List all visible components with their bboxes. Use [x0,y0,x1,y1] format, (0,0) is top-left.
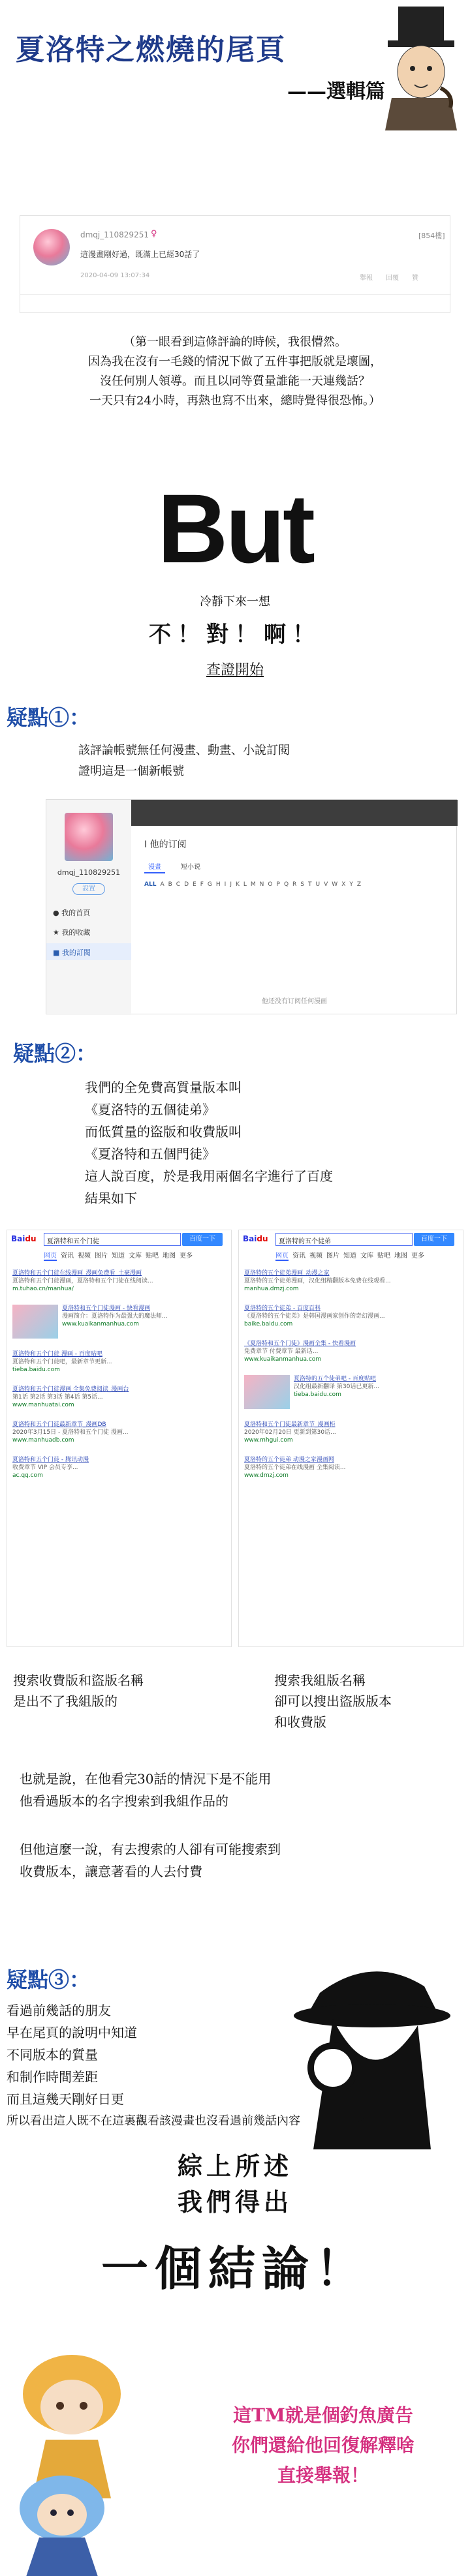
summary-line: 收費版本，讓意著看的人去付費 [20,1864,202,1879]
letter-filter-item[interactable]: D [184,881,189,888]
comment-card [20,215,450,313]
sidebar-item-label: 我的首頁 [61,909,91,917]
summary-line: 他看過版本的名字搜索到我組作品的 [20,1793,228,1809]
letter-filter-item[interactable]: U [315,881,321,888]
result-url: ac.qq.com [12,1472,43,1479]
result-title[interactable]: 夏洛特的五个徒弟 - 百度百科 [244,1305,321,1312]
subscriptions-title: I 他的订阅 [144,840,187,850]
start-text: 查證開始 [206,662,264,678]
avatar [65,813,113,861]
result-title[interactable]: 夏洛特和五个门徒漫画 全集免费阅读_漫画台 [12,1386,129,1393]
doubt3-line: 和制作時間差距 [7,2069,98,2085]
result-url: www.kuaikanmanhua.com [62,1321,140,1327]
result-desc: 2020年3月15日 - 夏洛特和五个门徒 漫画... [12,1429,129,1436]
search-result[interactable] [12,1305,228,1339]
result-title[interactable]: 夏洛特和五个门徒 - 腾讯动漫 [12,1457,89,1463]
calm-text: 冷靜下來一想 [200,595,270,609]
result-url: manhua.dmzj.com [244,1286,299,1292]
letter-filter-item[interactable]: R [292,881,297,888]
but-heading: But [157,474,313,583]
tab-more[interactable]: 更多 [180,1252,193,1260]
search-screenshot-paid [7,1230,232,1647]
profile-username[interactable]: dmqj_110829251 [57,868,121,877]
result-desc: 夏洛特和五个门徒漫画，夏洛特和五个门徒在线阅读... [12,1278,153,1284]
anime-characters-icon [0,2335,176,2576]
letter-filter-item[interactable]: F [200,881,204,888]
comment-floor: [854樓] [418,232,445,240]
letter-filter-item[interactable]: M [250,881,256,888]
ending-line: 這TM就是個釣魚廣告 [233,2404,413,2426]
baidu-logo-icon: Baidu [11,1234,37,1243]
doubt2-line: 而低質量的盜版和收費版叫 [85,1124,242,1140]
reply-link[interactable]: 回覆 [386,275,399,282]
search-result[interactable] [244,1375,460,1409]
results-list [244,1269,460,1491]
caption-line: 是出不了我組版的 [13,1693,118,1709]
letter-filter-item[interactable]: H [215,881,221,888]
tab-video[interactable]: 视频 [78,1252,91,1260]
letter-filter-item[interactable]: N [259,881,264,888]
search-result[interactable] [244,1340,460,1363]
search-result[interactable] [244,1305,460,1328]
tab-wenku[interactable]: 文库 [360,1252,373,1260]
star-icon: ★ [53,928,59,937]
letter-filter-item[interactable]: O [268,881,273,888]
results-list [12,1269,228,1491]
page-title: 夏洛特之燃燒的尾頁 [16,33,286,67]
doubt1-label: 疑點①： [7,705,91,730]
doubt3-line: 早在尾頁的說明中知道 [7,2025,137,2040]
conclusion-line1: 綜上所述 [177,2152,292,2181]
tab-web[interactable]: 网页 [44,1250,57,1261]
profile-sidebar [46,800,131,1015]
letter-filter-item[interactable]: P [276,881,280,888]
search-result[interactable] [244,1421,460,1444]
comment-username[interactable]: dmqj_110829251 [80,230,149,239]
report-link[interactable]: 舉報 [360,275,373,282]
comment-text: 這漫畫剛好過，既滿上已經30話了 [80,250,200,259]
doubt3-line: 所以看出這人既不在這裏觀看該漫畫也沒看過前幾話內容 [7,2114,300,2128]
intro-line: 沒任何別人領導。而且以同等質量誰能一天連幾話？ [100,374,370,388]
result-desc: 《夏洛特的五个徒弟》是韩国漫画家创作的奇幻漫画... [244,1313,385,1320]
letter-filter-item[interactable]: L [243,881,247,888]
search-result[interactable] [12,1350,228,1374]
result-desc: 免费章节 付费章节 最新话... [244,1348,319,1355]
intro-line: 因為我在沒有一毛錢的情況下做了五件事把版就是壞圖， [88,355,382,369]
result-thumbnail [12,1305,58,1339]
right-caption [274,1670,392,1733]
bookmark-icon: ■ [53,948,60,957]
avatar [33,229,70,265]
comment-date: 2020-04-09 13:07:34 [80,272,150,279]
doubt2-line: 這人說百度，於是我用兩個名字進行了百度 [85,1168,333,1184]
result-title[interactable]: 夏洛特的五个徒弟 动漫之家漫画网 [244,1457,334,1463]
doubt3-text [7,1999,300,2132]
letter-filter-item[interactable]: V [324,881,328,888]
result-title[interactable]: 夏洛特和五个门徒最新章节_漫画柜 [244,1421,336,1428]
baidu-logo-icon: Baidu [243,1234,268,1243]
result-url: baike.baidu.com [244,1321,293,1327]
letter-filter-item[interactable]: X [341,881,346,888]
search-result[interactable] [12,1386,228,1409]
letter-filter-item[interactable]: W [332,881,338,888]
result-thumbnail [244,1375,290,1409]
ending-line: 你們還給他回復解釋啥 [231,2434,415,2456]
result-desc: 收费章节 VIP 会员专享... [12,1464,78,1471]
result-title[interactable]: 夏洛特的五个徒弟漫画_动漫之家 [244,1270,330,1277]
result-desc: 第1话 第2话 第3话 第4话 第5话... [12,1394,103,1401]
page-subtitle: ——選輯篇 [287,80,385,103]
tab-wenku[interactable]: 文库 [129,1252,142,1260]
letter-filter-item[interactable]: G [207,881,212,888]
doubt3-label: 疑點③： [7,1967,91,1992]
result-desc: 2020年02月20日 更新到第30话... [244,1429,336,1436]
doubt1-line: 該評論帳號無任何漫畫、動畫、小說訂閱 [78,744,290,757]
search-tabs [275,1250,424,1261]
letter-filter-item[interactable]: C [176,881,181,888]
tab-image[interactable]: 图片 [326,1252,339,1260]
tab-video[interactable]: 视频 [309,1252,322,1260]
doubt2-line: 《夏洛特的五個徒弟》 [85,1102,215,1117]
result-url: www.kuaikanmanhua.com [244,1356,322,1363]
letter-filter-item[interactable]: B [168,881,172,888]
search-button[interactable]: 百度一下 [182,1233,223,1246]
intro-line: （第一眼看到這條評論的時候，我很懵然。 [123,335,347,349]
result-desc: 汉化组最新翻译 第30话已更新... [294,1384,379,1390]
conclusion-line2: 我們得出 [177,2188,292,2217]
result-desc: 夏洛特的五个徒弟漫画，汉化组精翻版本免费在线观看... [244,1278,391,1284]
divider [20,294,451,295]
search-result[interactable] [244,1456,460,1479]
letter-filter-item[interactable]: A [160,881,164,888]
result-url: www.dmzj.com [244,1472,289,1479]
letter-filter-item[interactable]: T [308,881,312,888]
result-title[interactable]: 夏洛特和五个门徒最新章节_漫画DB [12,1421,106,1428]
sidebar-item-favorites[interactable] [53,927,125,937]
tab-map[interactable]: 地图 [394,1252,407,1260]
header-banner [0,0,470,163]
letter-filter-item[interactable]: Z [356,881,362,888]
search-tabs [44,1250,193,1261]
result-title[interactable]: 《夏洛特和五个门徒》漫画全集 - 快看漫画 [244,1341,356,1347]
sidebar-item-label: 我的收藏 [61,928,91,937]
letter-filter-item[interactable]: K [235,881,240,888]
ending-line: 直接舉報！ [277,2464,369,2486]
doubt2-line: 《夏洛特和五個門徒》 [85,1146,215,1162]
result-url: m.tuhao.cn/manhua/ [12,1286,74,1292]
intro-text [13,333,457,411]
caption-line: 搜索我組版名稱 [274,1673,366,1688]
detective-silhouette-icon [281,1954,463,2149]
result-url: tieba.baidu.com [12,1367,60,1373]
like-link[interactable]: 贊 [412,275,418,282]
gender-icon: ♀ [151,229,157,239]
conclusion-line3: 一個結論！ [101,2241,369,2296]
letter-filter-item[interactable]: S [300,881,305,888]
result-url: www.manhuadb.com [12,1437,74,1444]
summary-line: 也就是說，在他看完30話的情況下是不能用 [20,1771,272,1787]
tab-news[interactable]: 资讯 [292,1252,306,1260]
letter-filter-item[interactable]: Y [349,881,353,888]
sidebar-item-subscriptions[interactable] [46,943,131,960]
sidebar-item-home[interactable] [53,907,125,918]
tab-tieba[interactable]: 贴吧 [146,1252,159,1260]
tab-map[interactable]: 地图 [163,1252,176,1260]
tab-news[interactable]: 资讯 [61,1252,74,1260]
result-desc: 夏洛特的五个徒弟在线漫画 全集阅读... [244,1464,346,1471]
tab-tieba[interactable]: 贴吧 [377,1252,390,1260]
doubt2-text [85,1076,333,1209]
profile-screenshot [46,799,457,1014]
result-desc: 夏洛特和五个门徒吧，最新章节更新... [12,1359,112,1365]
doubt2-line: 結果如下 [85,1190,137,1206]
result-title[interactable]: 夏洛特和五个门徒在线漫画_漫画免费看_土豪漫画 [12,1270,142,1277]
search-result[interactable] [12,1269,228,1293]
doubt3-line: 不同版本的質量 [7,2047,98,2063]
detective-avatar-icon [379,7,463,130]
tab-zhidao[interactable]: 知道 [343,1252,356,1260]
search-result[interactable] [244,1269,460,1293]
letter-filter-item[interactable]: Q [283,881,289,888]
tab-image[interactable]: 图片 [95,1252,108,1260]
doubt3-line: 看過前幾話的朋友 [7,2003,111,2018]
result-title[interactable]: 夏洛特和五个门徒 漫画 - 百度贴吧 [12,1351,102,1357]
doubt2-label: 疑點②： [13,1041,97,1066]
search-result[interactable] [12,1421,228,1444]
ending-text [183,2401,463,2491]
doubt1-text [78,740,290,782]
result-url: www.manhuatai.com [12,1402,74,1408]
tab-zhidao[interactable]: 知道 [112,1252,125,1260]
caption-line: 搜索收費版和盜版名稱 [13,1673,144,1688]
result-title[interactable]: 夏洛特的五个徒弟吧 - 百度贴吧 [294,1376,376,1382]
sidebar-item-label: 我的訂閱 [61,948,91,957]
doubt2-line: 我們的全免費高質量版本叫 [85,1080,242,1095]
tab-manga[interactable]: 漫畫 [144,860,165,873]
empty-subscriptions-text: 他还没有订阅任何漫画 [262,998,327,1005]
search-result[interactable] [12,1456,228,1479]
result-desc: 漫画简介：夏洛特作为最强大的魔法师... [62,1313,168,1320]
profile-settings-button[interactable]: 設置 [72,883,105,895]
exclaim-text: 不！對！啊！ [149,622,321,648]
letter-filter-item[interactable]: J [230,881,232,888]
letter-filter [144,881,445,888]
doubt3-line: 而且這幾天剛好日更 [7,2091,124,2107]
letter-filter-item[interactable]: E [193,881,196,888]
search-screenshot-free [238,1230,463,1647]
caption-line: 和收費版 [274,1714,326,1730]
letter-filter-all[interactable]: ALL [144,881,157,888]
search-button[interactable]: 百度一下 [414,1233,454,1246]
result-url: www.mhgui.com [244,1437,293,1444]
tab-novel[interactable]: 短小说 [181,864,200,871]
result-title[interactable]: 夏洛特和五个门徒漫画 - 快看漫画 [62,1305,150,1312]
tab-web[interactable]: 网页 [275,1250,289,1261]
intro-line: 一天只有24小時，再熱也寫不出來，總時覺得很恐怖。） [89,394,381,408]
left-caption [13,1670,144,1712]
doubt2-summary [20,1768,281,1883]
search-input[interactable]: 夏洛特的五个徒弟 [275,1233,413,1246]
tab-more[interactable]: 更多 [411,1252,424,1260]
result-url: tieba.baidu.com [294,1391,341,1398]
profile-topbar [131,800,458,826]
home-icon: ● [53,909,59,917]
search-input[interactable]: 夏洛特和五个门徒 [44,1233,181,1246]
letter-filter-item[interactable]: I [224,881,227,888]
summary-line: 但他這麼一說，有去搜索的人卻有可能搜索到 [20,1841,281,1857]
doubt1-line: 證明這是一個新帳號 [78,765,184,778]
caption-line: 卻可以搜出盜版版本 [274,1693,392,1709]
